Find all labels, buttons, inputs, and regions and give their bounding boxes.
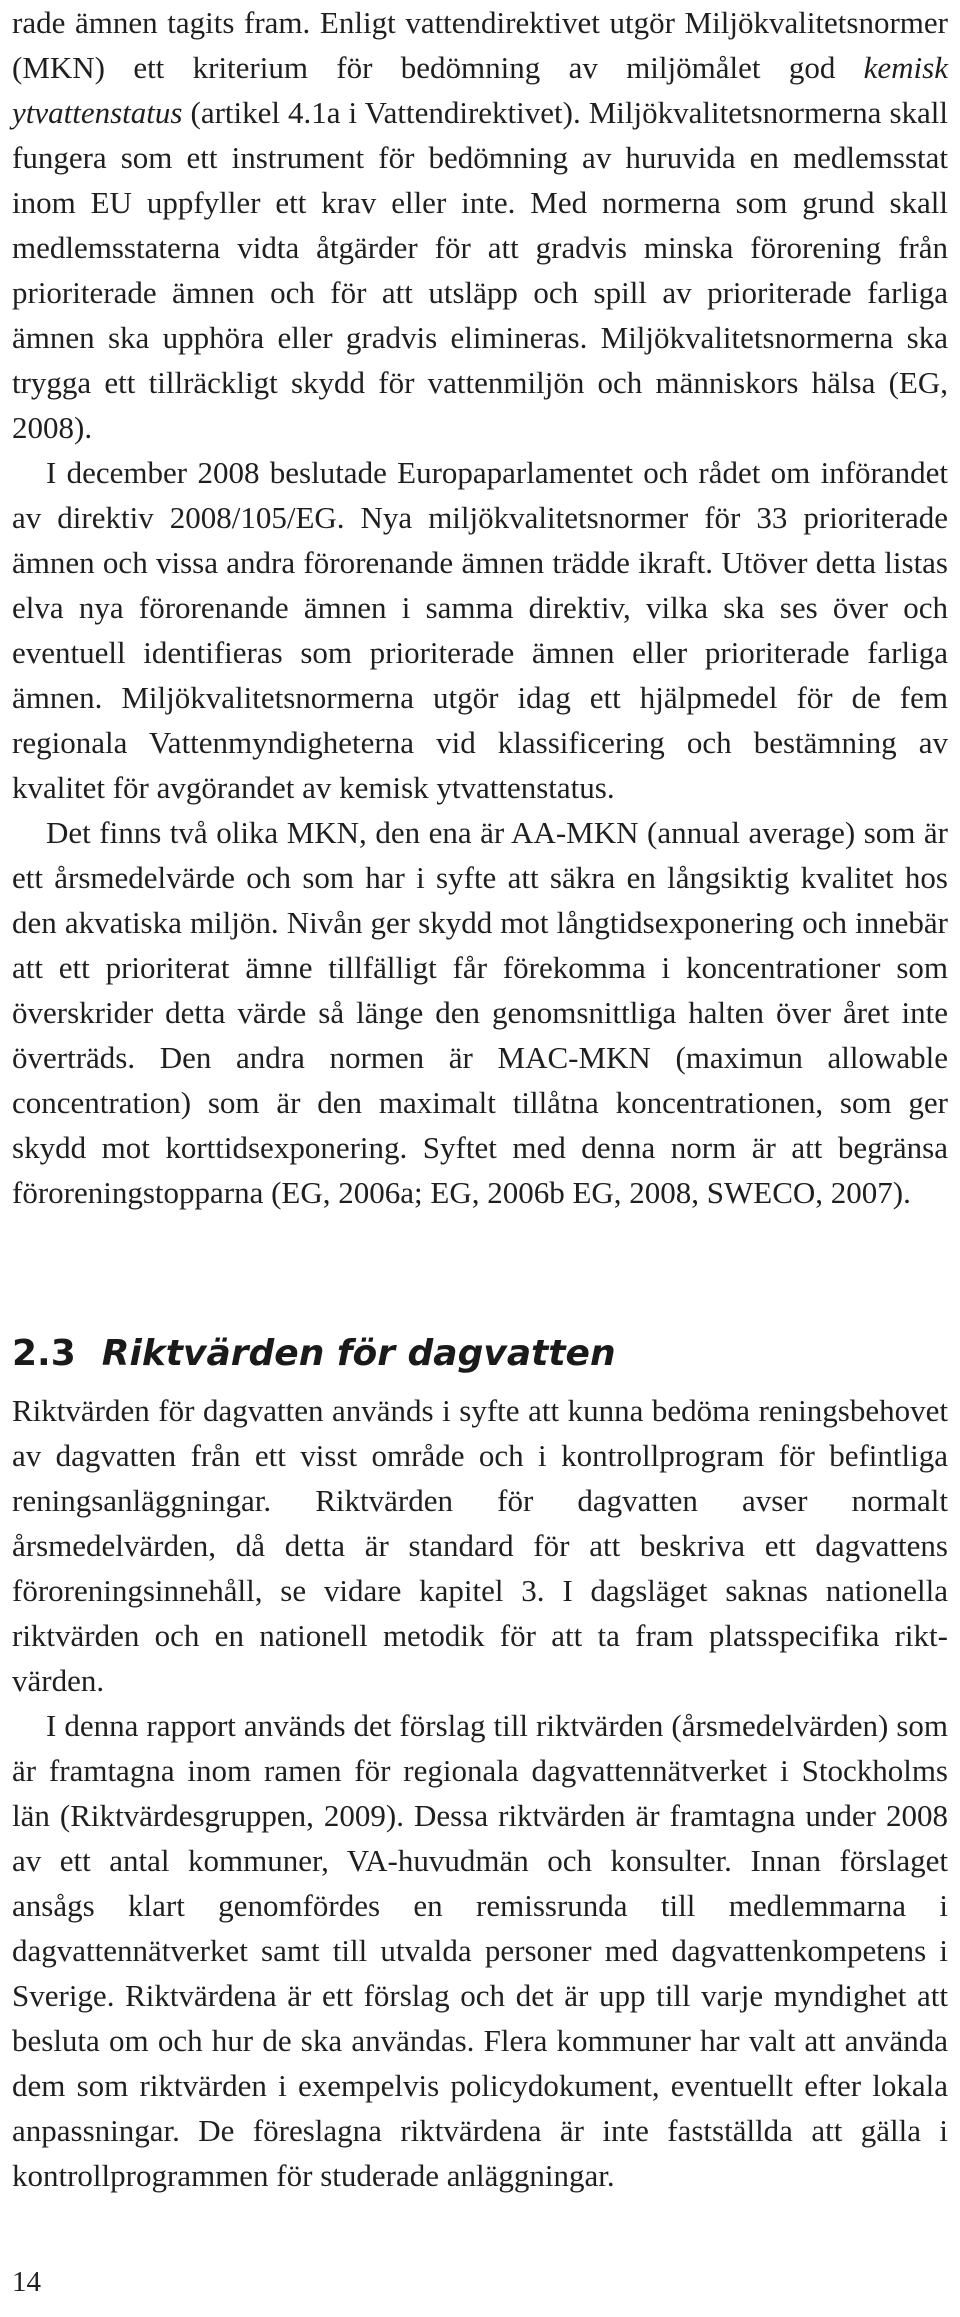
paragraph-text: rade ämnen tagits fram. Enligt vattendirektivet utgör Miljökvalitetsnormer (MKN) ett kriterium för bedömning av miljömålet god	[12, 5, 948, 85]
paragraph-text: I december 2008 beslutade Europaparlamentet och rådet om införandet av direktiv 2008/105/EG. Nya miljökvalitetsnormer för 33 prioriterade ämnen och vissa andra förorenande ämnen trädde ikraft. Utöver detta listas elva nya förorenande ämnen i samma direktiv, vilka ska ses över och eventuell identifieras som prioriterade ämnen eller prioriterade farliga ämnen. Miljökvalitetsnormerna utgör idag ett hjälpmedel för de fem regionala Vattenmyndigheterna vid klassificering och bestämning av kvalitet för avgörandet av kemisk ytvattenstatus.	[12, 455, 948, 805]
section-title: Riktvärden för dagvatten	[101, 1333, 616, 1374]
paragraph	[12, 0, 948, 450]
paragraph	[12, 450, 948, 810]
paragraph-text-italic: kemisk ytvattenstatus	[12, 50, 948, 130]
section-body-top	[12, 0, 948, 1215]
section-number: 2.3	[12, 1333, 76, 1374]
paragraph	[12, 1388, 948, 1703]
paragraph-text: Riktvärden för dagvatten används i syfte att kunna bedöma reningsbehovet av dagvatten från ett visst område och i kontrollprogram för befintliga reningsanläggningar. Riktvärden för dagvatten avser normalt årsmedelvärden, då detta är standard för att beskriva ett dagvattens föroreningsinnehåll, se vidare kapitel 3. I dagsläget saknas nationella riktvärden och en nationell metodik för att ta fram platsspecifika riktvärden.	[12, 1393, 948, 1698]
document-page	[12, 0, 948, 2317]
paragraph-text: I denna rapport används det förslag till riktvärden (årsmedelvärden) som är framtagna inom ramen för regionala dagvattennätverket i Stockholms län (Riktvärdesgruppen, 2009). Dessa riktvärden är framtagna under 2008 av ett antal kommuner, VA-huvudmän och konsulter. Innan förslaget ansågs klart genomfördes en remissrunda till medlemmarna i dagvattennätverket samt till utvalda personer med dagvattenkompetens i Sverige. Riktvärdena är ett förslag och det är upp till varje myndighet att besluta om och hur de ska användas. Flera kommuner har valt att använda dem som riktvärden i exempelvis policydokument, eventuellt efter lokala anpassningar. De föreslagna riktvärdena är inte fastställda att gälla i kontrollprogrammen för studerade anläggningar.	[12, 1708, 948, 2193]
paragraph-text: (artikel 4.1a i Vattendirektivet). Miljökvalitetsnormerna skall fungera som ett instrument för bedömning av huruvida en medlemsstat inom EU uppfyller ett krav eller inte. Med normerna som grund skall medlemsstaterna vidta åtgärder för att gradvis minska förorening från prioriterade ämnen och för att utsläpp och spill av prioriterade farliga ämnen ska upphöra eller gradvis elimineras. Miljökvalitetsnormerna ska trygga ett tillräckligt skydd för vattenmiljön och människors hälsa (EG, 2008).	[12, 95, 948, 445]
page-number: 14	[12, 2266, 41, 2298]
paragraph	[12, 1703, 948, 2198]
paragraph-text: Det finns två olika MKN, den ena är AA-MKN (annual average) som är ett årsmedelvärde och som har i syfte att säkra en långsiktig kvalitet hos den akvatiska miljön. Nivån ger skydd mot långtidsexponering och innebär att ett prioriterat ämne tillfälligt får förekomma i koncentrationer som överskrider detta värde så länge den genomsnittliga halten över året inte överträds. Den andra normen är MAC-MKN (maximun allowable concentration) som är den maximalt tillåtna koncentrationen, som ger skydd mot korttidsexponering. Syftet med denna norm är att begränsa föroreningstopparna (EG, 2006a; EG, 2006b EG, 2008, SWECO, 2007).	[12, 815, 948, 1210]
section-body-bottom	[12, 1388, 948, 2198]
section-heading	[12, 1330, 948, 1378]
paragraph	[12, 810, 948, 1215]
